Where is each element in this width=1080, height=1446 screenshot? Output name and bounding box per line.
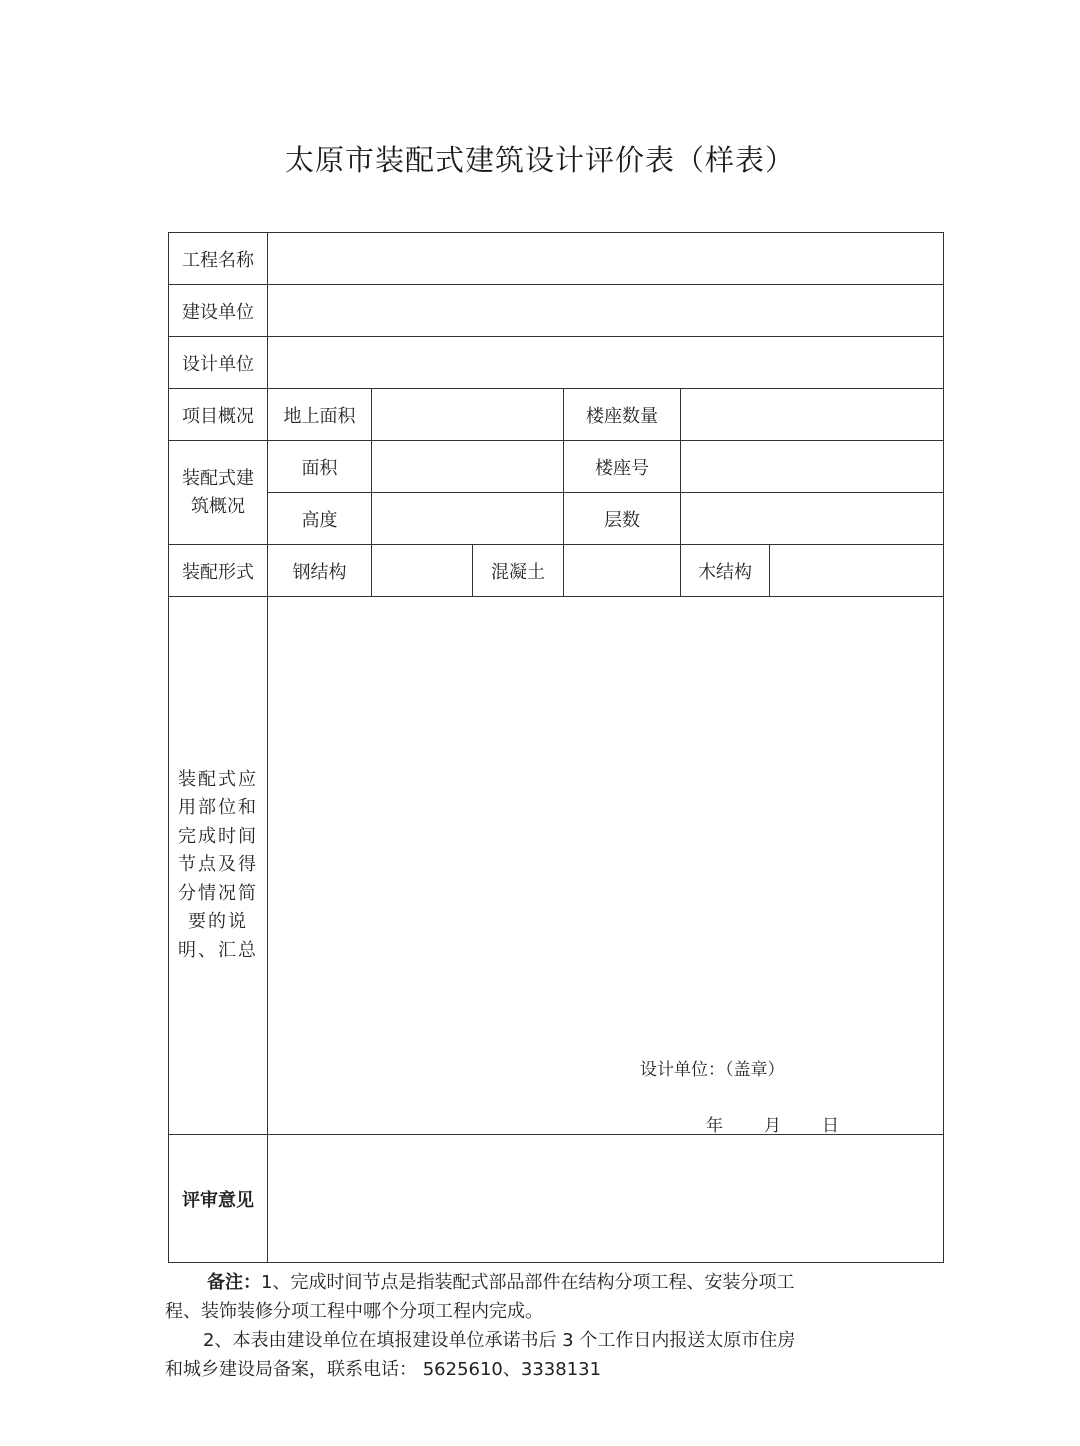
project-name-field[interactable] [268, 233, 944, 285]
project-name-label: 工程名称 [169, 233, 268, 285]
table-row [169, 389, 944, 441]
area-field[interactable] [372, 441, 564, 493]
note-2b: 和城乡建设局备案，联系电话： 5625610、3338131 [165, 1359, 602, 1380]
review-field[interactable] [268, 1135, 944, 1263]
building-count-field[interactable] [681, 389, 944, 441]
overview-label: 项目概况 [169, 389, 268, 441]
table-row [169, 545, 944, 597]
height-field[interactable] [372, 493, 564, 545]
prefab-overview-text: 装配式建筑概况 [182, 467, 254, 517]
floors-label: 层数 [564, 493, 681, 545]
notes [165, 1268, 945, 1384]
page-title: 太原市装配式建筑设计评价表（样表） [284, 143, 795, 177]
notes-prefix: 备注： [207, 1272, 261, 1293]
note-2a: 2、本表由建设单位在填报建设单位承诺书后 3 个工作日内报送太原市住房 [203, 1330, 796, 1351]
designer-label: 设计单位 [169, 337, 268, 389]
steel-label: 钢结构 [268, 545, 372, 597]
date-year: 年 [706, 1116, 723, 1135]
steel-field[interactable] [372, 545, 473, 597]
above-ground-area-label: 地上面积 [268, 389, 372, 441]
table-row [169, 337, 944, 389]
timber-field[interactable] [770, 545, 944, 597]
note-1b: 程、装饰装修分项工程中哪个分项工程内完成。 [165, 1301, 543, 1322]
concrete-field[interactable] [564, 545, 681, 597]
floors-field[interactable] [681, 493, 944, 545]
height-label: 高度 [268, 493, 372, 545]
building-count-label: 楼座数量 [564, 389, 681, 441]
note-1a: 1、完成时间节点是指装配式部品部件在结构分项工程、安装分项工 [261, 1272, 795, 1293]
note-line [165, 1268, 945, 1297]
seal-text: 设计单位：（盖章） [640, 1060, 785, 1080]
table-row [169, 597, 944, 1135]
table-row [169, 493, 944, 545]
review-label: 评审意见 [169, 1135, 268, 1263]
table-row [169, 285, 944, 337]
timber-label: 木结构 [681, 545, 770, 597]
table-row [169, 441, 944, 493]
area-label: 面积 [268, 441, 372, 493]
above-ground-area-field[interactable] [372, 389, 564, 441]
table-row [169, 233, 944, 285]
builder-label: 建设单位 [169, 285, 268, 337]
concrete-label: 混凝土 [473, 545, 564, 597]
assembly-form-label: 装配形式 [169, 545, 268, 597]
application-field[interactable] [268, 597, 944, 1135]
application-label [169, 597, 268, 1135]
date-month: 月 [764, 1116, 781, 1135]
table-row [169, 1135, 944, 1263]
building-no-label: 楼座号 [564, 441, 681, 493]
builder-field[interactable] [268, 285, 944, 337]
building-no-field[interactable] [681, 441, 944, 493]
prefab-overview-label [169, 441, 268, 545]
application-text: 装配式应用部位和完成时间节点及得分情况简要的说明、汇总 [178, 768, 258, 961]
evaluation-form-table [168, 232, 944, 1263]
designer-field[interactable] [268, 337, 944, 389]
date-day: 日 [822, 1116, 839, 1135]
